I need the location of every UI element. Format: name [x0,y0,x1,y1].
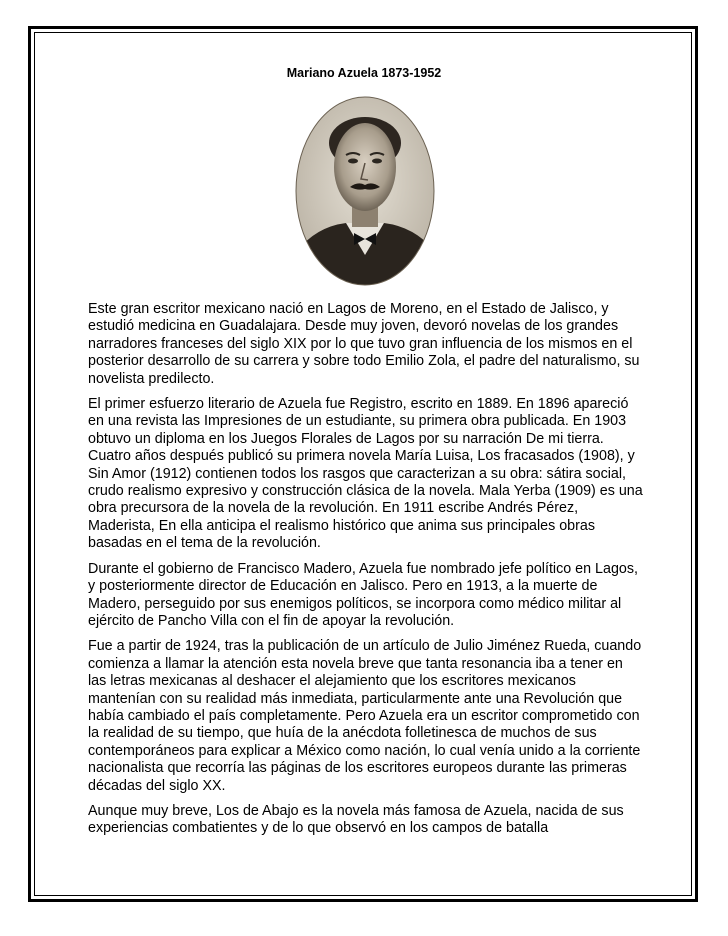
paragraph-4: Fue a partir de 1924, tras la publicación de un artículo de Julio Jiménez Rueda, cuando comienza a llamar la atención esta novela breve que tanta resonancia iba a tener en las letras mexicanas al deshacer el alejamiento que los escritores mexicanos mantenían con su realidad más inmediata, particularmente ante una Revolución que había cambiado el país completamente. Pero Azuela era un escritor comprometido con la realidad de su tiempo, que huía de la anécdota folletinesca de muchos de sus contemporáneos para explicar a México como nación, lo cual venía unido a la corriente nacionalista que recorría las páginas de los escritores europeos durante las primeras décadas del siglo XX. [88,638,642,794]
document-title: Mariano Azuela 1873-1952 [286,66,442,80]
paragraph-5: Aunque muy breve, Los de Abajo es la novela más famosa de Azuela, nacida de sus experiencias combatientes y de lo que observó en los campos de batalla [88,802,624,837]
paragraph-1: Este gran escritor mexicano nació en Lagos de Moreno, en el Estado de Jalisco, y estudió medicina en Guadalajara. Desde muy joven, devoró novelas de los grandes narradores franceses del siglo XIX por lo que tuvo gran influencia de los mismos en el posterior desarrollo de su carrera y sobre todo Emilio Zola, el padre del naturalismo, su novelista predilecto. [88,301,640,387]
paragraph-2: El primer esfuerzo literario de Azuela fue Registro, escrito en 1889. En 1896 apareció en una revista las Impresiones de un estudiante, su primera obra publicada. En 1903 obtuvo un diploma en los Juegos Florales de Lagos por su narración De mi tierra. Cuatro años después publicó su primera novela María Luisa, Los fracasados (1908), y Sin Amor (1912) contienen todos los rasgos que caracterizan a su obra: sátira social, crudo realismo expresivo y construcción clásica de la novela. Mala Yerba (1909) es una obra precursora de la novela de la revolución. En 1911 escribe Andrés Pérez, Maderista, En ella anticipa el realismo histórico que anima sus principales obras basadas en el tema de la revolución. [88,396,643,552]
document-body [88,301,644,846]
portrait-photo [294,95,436,287]
paragraph-3: Durante el gobierno de Francisco Madero, Azuela fue nombrado jefe político en Lagos, y posteriormente director de Educación en Jalisco. Pero en 1913, a la muerte de Madero, perseguido por sus enemigos políticos, se incorpora como médico militar al ejército de Pancho Villa con el fin de apoyar la revolución. [88,560,638,629]
